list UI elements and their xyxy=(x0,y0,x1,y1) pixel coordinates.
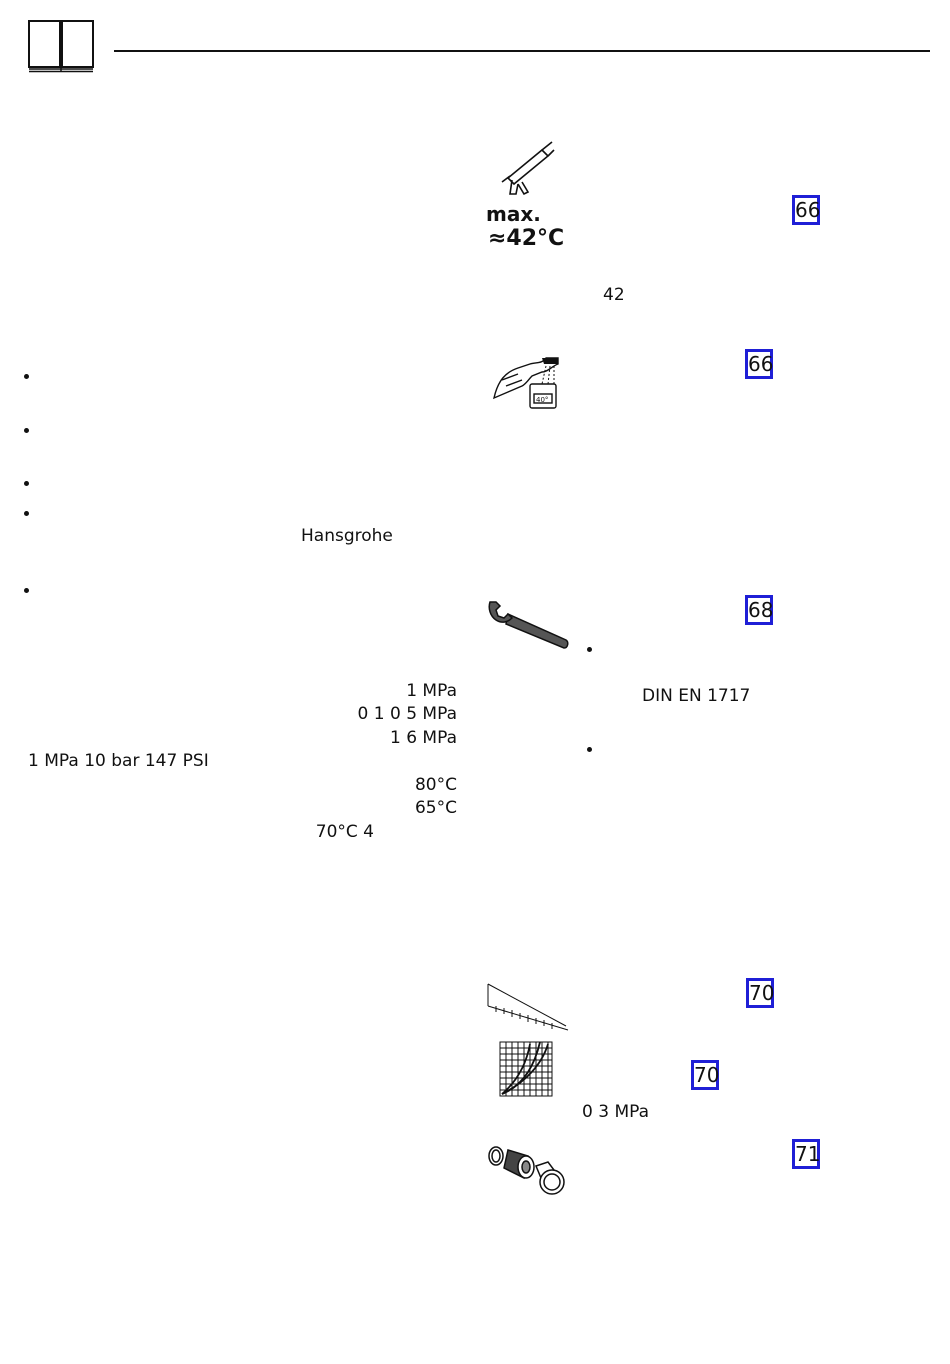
bullet xyxy=(24,511,29,516)
bullet xyxy=(24,374,29,379)
recommended-pressure: 0 1 0 5 MPa xyxy=(357,704,457,724)
bullet xyxy=(587,747,592,752)
page-ref-70-b[interactable]: 70 xyxy=(691,1060,719,1090)
bullet xyxy=(24,481,29,486)
page-ref-68[interactable]: 68 xyxy=(745,595,773,625)
test-pressure: 1 6 MPa xyxy=(389,728,457,748)
open-book-icon xyxy=(28,20,94,74)
bullet xyxy=(587,647,592,652)
bullet xyxy=(24,428,29,433)
page-ref-70[interactable]: 70 xyxy=(746,978,774,1008)
norm-text: DIN EN 1717 xyxy=(642,686,751,706)
pressure-text: 0 3 MPa xyxy=(582,1102,650,1122)
pressure-conversion: 1 MPa 10 bar 147 PSI xyxy=(28,751,209,771)
flow-chart-icon xyxy=(486,982,570,1100)
brand-text: Hansgrohe xyxy=(301,526,393,546)
page-ref-66-b[interactable]: 66 xyxy=(745,349,773,379)
thermal-disinfection: 70°C 4 xyxy=(315,822,374,842)
caulking-gun-icon xyxy=(496,140,560,196)
page-ref-71[interactable]: 71 xyxy=(792,1139,820,1169)
hand-shower-thermometer-icon xyxy=(492,350,560,410)
filter-parts-icon xyxy=(486,1138,570,1198)
hot-water-temp-max: 80°C xyxy=(414,775,457,795)
bullet xyxy=(24,588,29,593)
temp-value: 42 xyxy=(603,285,625,305)
page-ref-66[interactable]: 66 xyxy=(792,195,820,225)
max-pressure: 1 MPa xyxy=(406,681,457,701)
header-rule xyxy=(114,50,930,52)
hot-water-temp-recommended: 65°C xyxy=(414,798,457,818)
thermometer-reading: 40° xyxy=(536,396,549,404)
temp-label: ≈42°C xyxy=(488,226,565,251)
wrench-icon xyxy=(486,598,570,652)
max-label: max. xyxy=(486,202,541,226)
